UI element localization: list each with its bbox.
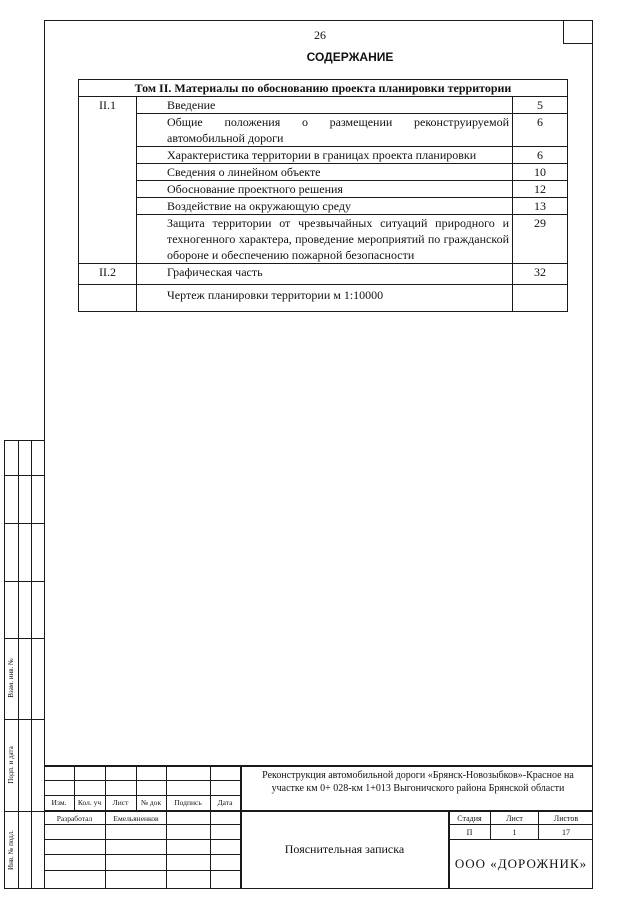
stage-label: Стадия xyxy=(457,814,482,823)
col-change: Изм. xyxy=(51,798,67,807)
sheet-label: Лист xyxy=(506,814,523,823)
table-row xyxy=(79,215,568,264)
table-header-row xyxy=(79,80,568,97)
section-page xyxy=(513,285,568,312)
section-code xyxy=(79,215,137,264)
table-row xyxy=(79,114,568,147)
table-row xyxy=(79,181,568,198)
company-name: ООО «ДОРОЖНИК» xyxy=(454,856,588,871)
table-row xyxy=(79,164,568,181)
page-title: СОДЕРЖАНИЕ xyxy=(306,50,394,64)
section-title: Воздействие на окружающую среду xyxy=(137,198,513,215)
section-code xyxy=(79,198,137,215)
section-title: Введение xyxy=(137,97,513,114)
section-code: II.2 xyxy=(79,264,137,285)
col-signature: Подпись xyxy=(174,798,202,807)
table-row xyxy=(79,97,568,114)
section-code xyxy=(79,285,137,312)
section-code xyxy=(79,164,137,181)
project-title: Реконструкция автомобильной дороги «Брянск-Новозыбков»-Красное на участке км 0+ 028-км 1+013 Выгоничского района Брянской области xyxy=(262,770,574,794)
table-row xyxy=(79,147,568,164)
section-code xyxy=(79,114,137,147)
col-sheet: Лист xyxy=(112,798,129,807)
section-title: Характеристика территории в границах проекта планировки xyxy=(137,147,513,164)
sheets-label: Листов xyxy=(553,814,579,823)
col-doc: № док xyxy=(140,798,162,807)
section-page: 13 xyxy=(513,198,568,215)
developed-label: Разработал xyxy=(56,814,93,823)
section-code xyxy=(79,147,137,164)
section-title: Графическая часть xyxy=(137,264,513,285)
signature-date-label: Подп. и дата xyxy=(7,746,15,784)
table-row xyxy=(79,264,568,285)
original-inventory-label: Инв. № подл. xyxy=(7,830,15,870)
col-count: Кол. уч xyxy=(77,798,102,807)
volume-title: Том II. Материалы по обоснованию проекта планировки территории xyxy=(79,80,568,97)
developer-name: Емельяненков xyxy=(113,814,159,823)
section-page: 6 xyxy=(513,114,568,147)
section-code: II.1 xyxy=(79,97,137,114)
section-page: 29 xyxy=(513,215,568,264)
table-row xyxy=(79,198,568,215)
replacement-inventory-label: Взам. инв. № xyxy=(7,658,15,698)
sheet-value: 1 xyxy=(512,828,517,837)
sheets-value: 17 xyxy=(562,828,570,837)
section-title: Сведения о линейном объекте xyxy=(137,164,513,181)
section-code xyxy=(79,181,137,198)
section-title: Защита территории от чрезвычайных ситуаций природного и техногенного характера, проведение мероприятий по гражданской обороне и обеспечению пожарной безопасности xyxy=(137,215,513,264)
sheet-number-box xyxy=(563,20,593,44)
section-title: Общие положения о размещении реконструируемой автомобильной дороги xyxy=(137,114,513,147)
document-title: Пояснительная записка xyxy=(284,842,405,856)
page-number: 26 xyxy=(314,28,326,42)
section-page: 6 xyxy=(513,147,568,164)
section-page: 12 xyxy=(513,181,568,198)
section-title: Обоснование проектного решения xyxy=(137,181,513,198)
table-row xyxy=(79,285,568,312)
contents-table xyxy=(78,79,568,312)
stage-value: П xyxy=(466,828,473,837)
section-title: Чертеж планировки территории м 1:10000 xyxy=(137,285,513,312)
col-date: Дата xyxy=(217,798,233,807)
section-page: 10 xyxy=(513,164,568,181)
section-page: 32 xyxy=(513,264,568,285)
section-page: 5 xyxy=(513,97,568,114)
